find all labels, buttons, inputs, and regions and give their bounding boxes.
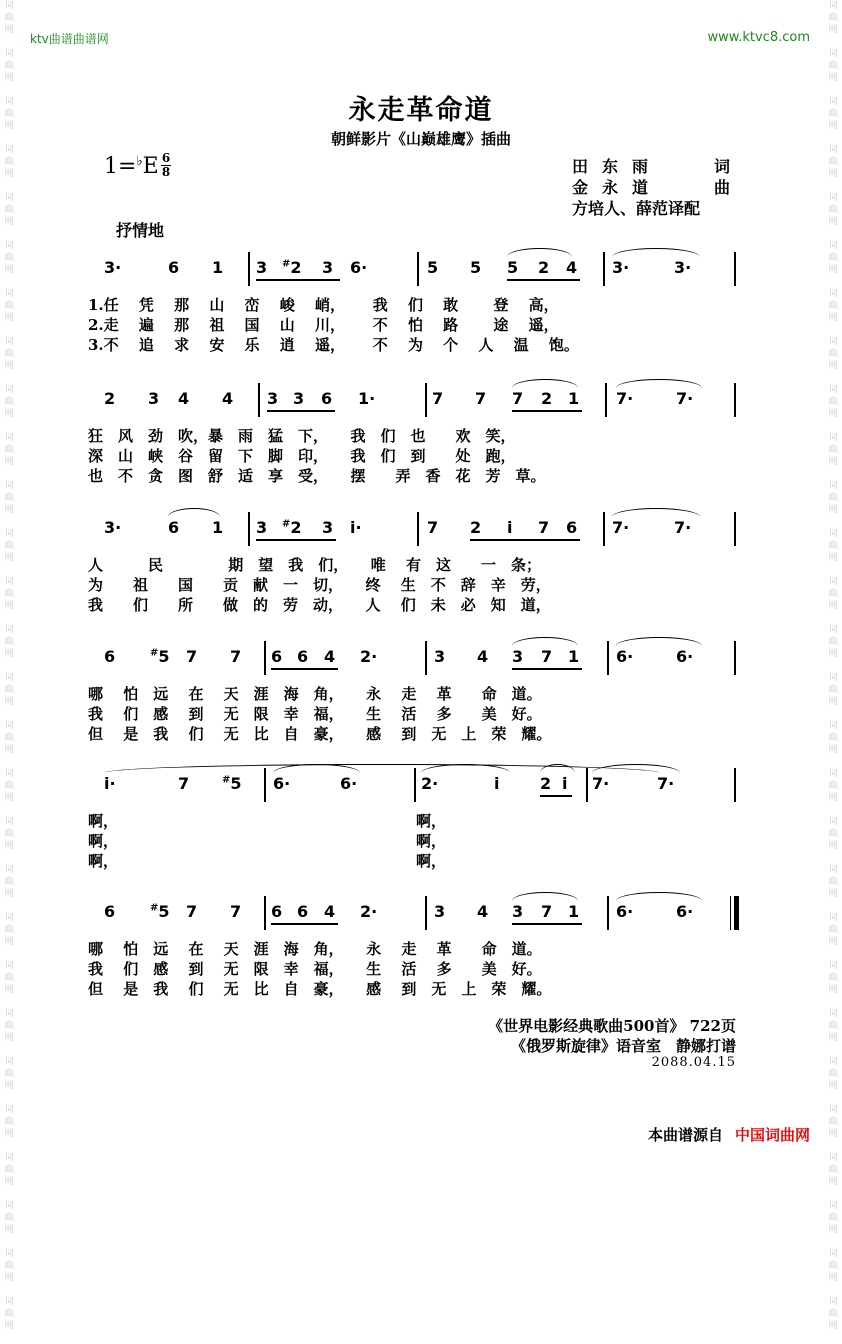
note: 7: [541, 902, 553, 921]
note: 4: [477, 647, 489, 666]
note: #2: [282, 518, 302, 537]
barline: [425, 383, 427, 417]
tie-slur: [616, 379, 702, 388]
note: 7: [186, 647, 198, 666]
barline: [425, 896, 427, 930]
note: 3: [512, 647, 524, 666]
beat-underline: [271, 923, 338, 925]
barline: [586, 768, 588, 802]
tie-slur: [616, 892, 702, 901]
note: i: [562, 774, 568, 793]
note: 2: [540, 774, 552, 793]
lyric-line: 1.任 凭 那 山 峦 峻 峭， 我 们 敢 登 高，: [88, 296, 559, 314]
tie-slur: [168, 508, 220, 517]
final-barline: [730, 896, 731, 930]
watermark-right: 词 曲 网 词 曲 网 词 曲 网 词 曲 网 词 曲 网 词 曲 网 词 曲 网 词 曲 网 词 曲 网 词 曲 网 词 曲 网 词 曲 网 词 曲 网 词 曲 网 词 曲 网 词 曲 网 词 曲 网 词 曲 网 词 曲 网 词 曲 网 词 曲 网 词 曲 网 词 曲 网 词 曲 网 词 曲 网 词 曲 网 词 曲 网 词 曲 网: [828, 1, 838, 1331]
barline: [734, 641, 736, 675]
note: 7·: [676, 389, 694, 408]
barline: [734, 512, 736, 546]
source-book: 《世界电影经典歌曲500首》 722页: [488, 1017, 736, 1035]
barline: [734, 768, 736, 802]
note: 7: [512, 389, 524, 408]
note: 7·: [612, 518, 630, 537]
lyric-line: 3.不 追 求 安 乐 逍 遥， 不 为 个 人 温 饱。: [88, 336, 579, 354]
source-info: [488, 1016, 736, 1056]
note: 3: [322, 258, 334, 277]
note: 4: [324, 647, 336, 666]
note: 7·: [616, 389, 634, 408]
note: 3·: [612, 258, 630, 277]
note: i·: [104, 774, 116, 793]
barline: [414, 768, 416, 802]
barline: [258, 383, 260, 417]
note: 6·: [616, 647, 634, 666]
note: 3: [148, 389, 160, 408]
barline: [607, 641, 609, 675]
note: 6·: [273, 774, 291, 793]
note: 7·: [674, 518, 692, 537]
note: 6: [271, 902, 283, 921]
beat-underline: [507, 279, 580, 281]
note: 4: [324, 902, 336, 921]
credit-role: 曲: [713, 178, 730, 197]
note: 2: [470, 518, 482, 537]
note: 5: [507, 258, 519, 277]
source-transcriber: 《俄罗斯旋律》语音室 静娜打谱: [510, 1037, 736, 1055]
note: 3: [512, 902, 524, 921]
beat-underline: [267, 410, 335, 412]
key-prefix: 1=: [104, 154, 137, 179]
note: 7: [427, 518, 439, 537]
lyric-line: 啊，: [416, 812, 447, 830]
note: 7·: [592, 774, 610, 793]
lyric-line: 啊，: [88, 812, 119, 830]
note: #5: [222, 774, 242, 793]
barline: [248, 512, 250, 546]
note: 3: [434, 647, 446, 666]
note: 3: [322, 518, 334, 537]
note: 4: [222, 389, 234, 408]
lyric-line: 哪 怕 远 在 天 涯 海 角， 永 走 革 命 道。: [88, 940, 542, 958]
lyric-line: 我 们 感 到 无 限 幸 福， 生 活 多 美 好。: [88, 960, 542, 978]
credits: [572, 156, 730, 219]
barline: [607, 896, 609, 930]
note: 3: [256, 518, 268, 537]
origin-site-link[interactable]: 中国词曲网: [734, 1126, 810, 1144]
lyric-line: 也 不 贪 图 舒 适 享 受， 摆 弄 香 花 芳 草。: [88, 467, 546, 485]
credit-name: 金永道: [572, 178, 663, 197]
beat-underline: [271, 668, 338, 670]
note: 2·: [360, 902, 378, 921]
note: i·: [350, 518, 362, 537]
barline: [417, 252, 419, 286]
note: 6: [168, 518, 180, 537]
origin-footer: [648, 1124, 810, 1145]
lyric-line: 狂 风 劲 吹，暴 雨 猛 下， 我 们 也 欢 笑，: [88, 427, 516, 445]
beat-underline: [540, 795, 572, 797]
note: 3·: [104, 518, 122, 537]
note: 6: [271, 647, 283, 666]
barline: [603, 512, 605, 546]
meter-bottom: 8: [161, 165, 171, 179]
note: 3: [256, 258, 268, 277]
note: 7: [541, 647, 553, 666]
lyric-line: 啊，: [416, 832, 447, 850]
note: 6: [297, 902, 309, 921]
beat-underline: [256, 279, 340, 281]
watermark-left: 词 曲 网 词 曲 网 词 曲 网 词 曲 网 词 曲 网 词 曲 网 词 曲 网 词 曲 网 词 曲 网 词 曲 网 词 曲 网 词 曲 网 词 曲 网 词 曲 网 词 曲 网 词 曲 网 词 曲 网 词 曲 网 词 曲 网 词 曲 网 词 曲 网 词 曲 网 词 曲 网 词 曲 网 词 曲 网 词 曲 网 词 曲 网 词 曲 网: [4, 1, 14, 1331]
lyric-line: 啊，: [416, 852, 447, 870]
barline: [605, 383, 607, 417]
barline: [425, 641, 427, 675]
note: 1: [568, 647, 580, 666]
tie-slur: [612, 508, 700, 517]
beat-underline: [256, 539, 336, 541]
barline: [248, 252, 250, 286]
note: 5: [470, 258, 482, 277]
credit-name: 方培人、薛范译配: [572, 199, 701, 218]
tie-slur: [507, 248, 572, 257]
site-link-left[interactable]: ktv曲谱曲谱网: [30, 32, 109, 46]
barline: [603, 252, 605, 286]
key-signature: [104, 154, 159, 179]
lyric-line: 深 山 峡 谷 留 下 脚 印， 我 们 到 处 跑，: [88, 447, 516, 465]
note: 7: [432, 389, 444, 408]
note: 6: [297, 647, 309, 666]
note: 7: [178, 774, 190, 793]
key-flat: ♭: [136, 154, 143, 169]
transcription-date: 2088.04.15: [651, 1055, 736, 1070]
note: 6·: [340, 774, 358, 793]
note: 6·: [676, 902, 694, 921]
lyric-line: 人 民 期 望 我 们， 唯 有 这 一 条；: [88, 556, 541, 574]
tie-slur: [104, 764, 660, 773]
note: 3: [267, 389, 279, 408]
note: 2: [104, 389, 116, 408]
note: 7: [230, 902, 242, 921]
barline: [734, 383, 736, 417]
beat-underline: [512, 668, 582, 670]
origin-label: 本曲谱源自: [647, 1126, 723, 1144]
song-title: 永走革命道: [348, 95, 494, 126]
beat-underline: [470, 539, 580, 541]
note: 2·: [421, 774, 439, 793]
tie-slur: [512, 892, 578, 901]
note: 7: [538, 518, 550, 537]
note: 1: [212, 258, 224, 277]
tie-slur: [512, 637, 578, 646]
tie-slur: [616, 637, 702, 646]
key-note: E: [142, 154, 159, 179]
beat-underline: [512, 923, 582, 925]
lyric-line: 2.走 遍 那 祖 国 山 川， 不 怕 路 途 遥，: [88, 316, 559, 334]
note: 7: [186, 902, 198, 921]
note: 7: [475, 389, 487, 408]
song-subtitle: 朝鲜影片《山巅雄鹰》插曲: [330, 130, 511, 148]
note: 4: [566, 258, 578, 277]
barline: [734, 252, 736, 286]
note: 6·: [616, 902, 634, 921]
credit-lyricist: [572, 156, 730, 177]
barline: [264, 768, 266, 802]
time-signature: [161, 152, 171, 179]
note: 6·: [676, 647, 694, 666]
note: 3·: [104, 258, 122, 277]
lyric-line: 啊，: [88, 852, 119, 870]
lyric-line: 哪 怕 远 在 天 涯 海 角， 永 走 革 命 道。: [88, 685, 542, 703]
lyric-line: 啊，: [88, 832, 119, 850]
note: 2·: [360, 647, 378, 666]
note: #5: [150, 647, 170, 666]
note: 1: [568, 389, 580, 408]
note: #2: [282, 258, 302, 277]
note: 6: [168, 258, 180, 277]
note: 1·: [358, 389, 376, 408]
note: 7·: [657, 774, 675, 793]
credit-name: 田东雨: [572, 157, 663, 176]
credit-composer: [572, 177, 730, 198]
meter-top: 6: [161, 151, 171, 165]
barline: [264, 896, 266, 930]
note: 5: [427, 258, 439, 277]
tie-slur: [540, 764, 575, 773]
final-barline-thick: [736, 896, 739, 930]
note: 3·: [674, 258, 692, 277]
note: 6·: [350, 258, 368, 277]
note: 7: [230, 647, 242, 666]
lyric-line: 但 是 我 们 无 比 自 豪， 感 到 无 上 荣 耀。: [88, 980, 552, 998]
note: 2: [538, 258, 550, 277]
lyric-line: 我 们 感 到 无 限 幸 福， 生 活 多 美 好。: [88, 705, 542, 723]
barline: [264, 641, 266, 675]
note: 2: [541, 389, 553, 408]
note: 6: [104, 902, 116, 921]
lyric-line: 我 们 所 做 的 劳 动， 人 们 未 必 知 道，: [88, 596, 551, 614]
note: #5: [150, 902, 170, 921]
note: 1: [212, 518, 224, 537]
lyric-line: 为 祖 国 贡 献 一 切， 终 生 不 辞 辛 劳，: [88, 576, 551, 594]
site-link-right[interactable]: www.ktvc8.com: [707, 30, 810, 45]
note: 4: [178, 389, 190, 408]
credit-translator: [572, 198, 730, 219]
note: 6: [321, 389, 333, 408]
note: 6: [104, 647, 116, 666]
note: 3: [434, 902, 446, 921]
note: i: [507, 518, 513, 537]
tempo-marking: 抒情地: [116, 221, 165, 240]
note: 1: [568, 902, 580, 921]
note: 3: [293, 389, 305, 408]
tie-slur: [612, 248, 700, 257]
note: i: [494, 774, 500, 793]
tie-slur: [512, 379, 578, 388]
lyric-line: 但 是 我 们 无 比 自 豪， 感 到 无 上 荣 耀。: [88, 725, 552, 743]
note: 4: [477, 902, 489, 921]
credit-role: 词: [713, 157, 730, 176]
barline: [417, 512, 419, 546]
tie-slur: [592, 764, 680, 773]
beat-underline: [512, 410, 582, 412]
note: 6: [566, 518, 578, 537]
